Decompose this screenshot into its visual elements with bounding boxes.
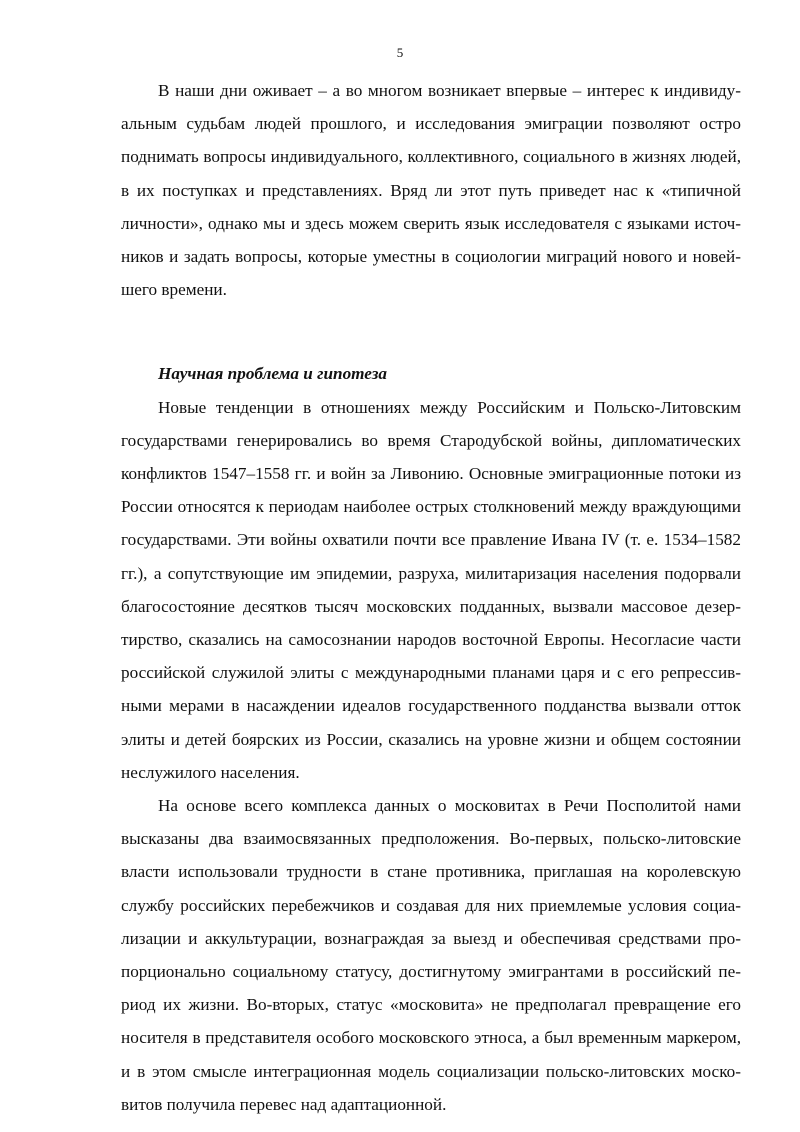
document-body (121, 74, 741, 1121)
paragraph-intro: В наши дни оживает – а во многом возникает впервые – интерес к индивидуальным судьбам людей прошлого, и исследования эмиграции позволяют остро поднимать вопросы индивидуального, коллективного, социального в жизнях людей, в их поступках и представлениях. Вряд ли этот путь приведет нас к «типичной личности», однако мы и здесь можем сверить язык исследователя с языками источников и задать вопросы, которые уместны в социологии миграций нового и новейшего времени. (121, 81, 741, 300)
paragraph-hypothesis: На основе всего комплекса данных о московитах в Речи Посполитой нами высказаны два взаимосвязанных предположения. Во-первых, польско-литовские власти использовали трудности в стане противника, приглашая на королевскую службу российских перебежчиков и создавая для них приемлемые условия социализации и аккультурации, вознаграждая за выезд и обеспечивая средствами пропорционально социальному статусу, достигнутому эмигрантами в российский период их жизни. Во-вторых, статус «московита» не предполагал превращение его носителя в представителя особого московского этноса, а был временным маркером, и в этом смысле интеграционная модель социализации польско-литовских московитов получила перевес над адаптационной. (121, 796, 741, 1114)
section-spacer (121, 306, 741, 357)
paragraph-problem: Новые тенденции в отношениях между Российским и Польско-Литовским государствами генерировались во время Стародубской войны, дипломатических конфликтов 1547–1558 гг. и войн за Ливонию. Основные эмиграционные потоки из России относятся к периодам наиболее острых столкновений между враждующими государствами. Эти войны охватили почти все правление Ивана IV (т. е. 1534–1582 гг.), а сопутствующие им эпидемии, разруха, милитаризация населения подорвали благосостояние десятков тысяч московских подданных, вызвали массовое дезертирство, сказались на самосознании народов восточной Европы. Несогласие части российской служилой элиты с международными планами царя и с его репрессивными мерами в насаждении идеалов государственного подданства вызвали отток элиты и детей боярских из России, сказались на уровне жизни и общем состоянии неслужилого населения. (121, 397, 741, 782)
page-number: 5 (396, 45, 404, 60)
section-heading: Научная проблема и гипотеза (158, 364, 388, 384)
